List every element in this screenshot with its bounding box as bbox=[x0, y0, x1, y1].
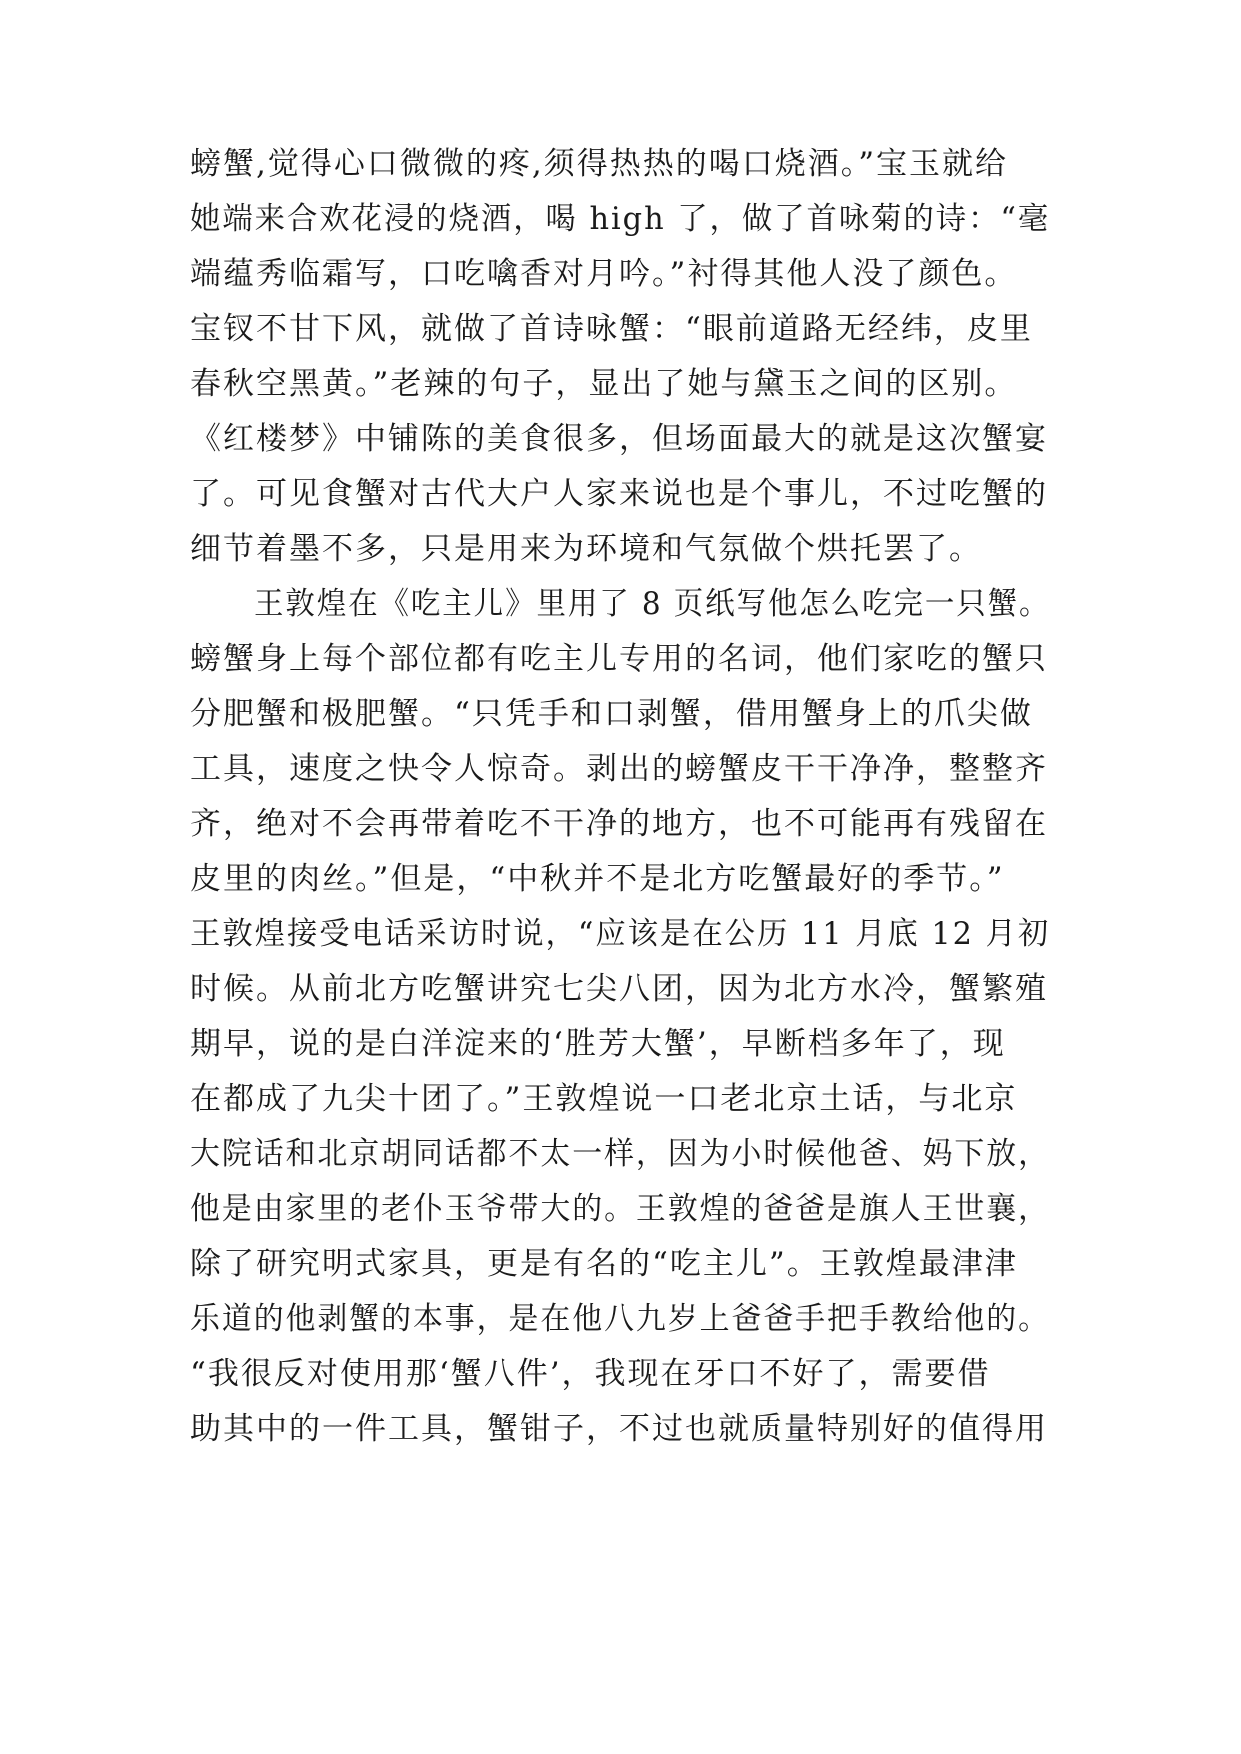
text-line: 齐，绝对不会再带着吃不干净的地方，也不可能再有残留在 bbox=[190, 806, 1048, 842]
text-line: 他是由家里的老仆玉爷带大的。王敦煌的爸爸是旗人王世襄， bbox=[190, 1191, 1050, 1227]
text-line: 乐道的他剥蟹的本事，是在他八九岁上爸爸手把手教给他的。 bbox=[190, 1301, 1050, 1337]
paragraph-first-line: 王敦煌在《吃主儿》里用了 8 页纸写他怎么吃完一只蟹。 bbox=[254, 586, 1051, 622]
text-line: 了。可见食蟹对古代大户人家来说也是个事儿，不过吃蟹的 bbox=[190, 476, 1048, 512]
text-line: 时候。从前北方吃蟹讲究七尖八团，因为北方水冷，蟹繁殖 bbox=[190, 971, 1048, 1007]
text-line: 春秋空黑黄。”老辣的句子，显出了她与黛玉之间的区别。 bbox=[190, 366, 1018, 402]
text-line: 细节着墨不多，只是用来为环境和气氛做个烘托罢了。 bbox=[190, 531, 982, 567]
text-line: 端蕴秀临霜写，口吃噙香对月吟。”衬得其他人没了颜色。 bbox=[190, 256, 1018, 292]
text-line: 宝钗不甘下风，就做了首诗咏蟹：“眼前道路无经纬，皮里 bbox=[190, 311, 1033, 347]
text-line: 大院话和北京胡同话都不太一样，因为小时候他爸、妈下放， bbox=[190, 1136, 1050, 1172]
text-line: 期早，说的是白洋淀来的‘胜芳大蟹’，早断档多年了，现 bbox=[190, 1026, 1006, 1062]
text-line: 分肥蟹和极肥蟹。“只凭手和口剥蟹，借用蟹身上的爪尖做 bbox=[190, 696, 1033, 732]
text-line: 她端来合欢花浸的烧酒，喝 high 了，做了首咏菊的诗：“毫 bbox=[190, 201, 1051, 237]
text-line: 皮里的肉丝。”但是，“中秋并不是北方吃蟹最好的季节。” bbox=[190, 861, 1005, 897]
text-line: 螃蟹,觉得心口微微的疼,须得热热的喝口烧酒。”宝玉就给 bbox=[190, 146, 1009, 182]
text-line: 在都成了九尖十团了。”王敦煌说一口老北京土话，与北京 bbox=[190, 1081, 1018, 1117]
text-line: 除了研究明式家具，更是有名的“吃主儿”。王敦煌最津津 bbox=[190, 1246, 1018, 1282]
text-line: 助其中的一件工具，蟹钳子，不过也就质量特别好的值得用 bbox=[190, 1411, 1048, 1447]
text-line: 螃蟹身上每个部位都有吃主儿专用的名词，他们家吃的蟹只 bbox=[190, 641, 1048, 677]
text-line: “我很反对使用那‘蟹八件’，我现在牙口不好了，需要借 bbox=[190, 1356, 991, 1392]
text-line: 王敦煌接受电话采访时说，“应该是在公历 11 月底 12 月初 bbox=[190, 916, 1051, 952]
text-line: 工具，速度之快令人惊奇。剥出的螃蟹皮干干净净，整整齐 bbox=[190, 751, 1048, 787]
text-line: 《红楼梦》中铺陈的美食很多，但场面最大的就是这次蟹宴 bbox=[190, 421, 1048, 457]
